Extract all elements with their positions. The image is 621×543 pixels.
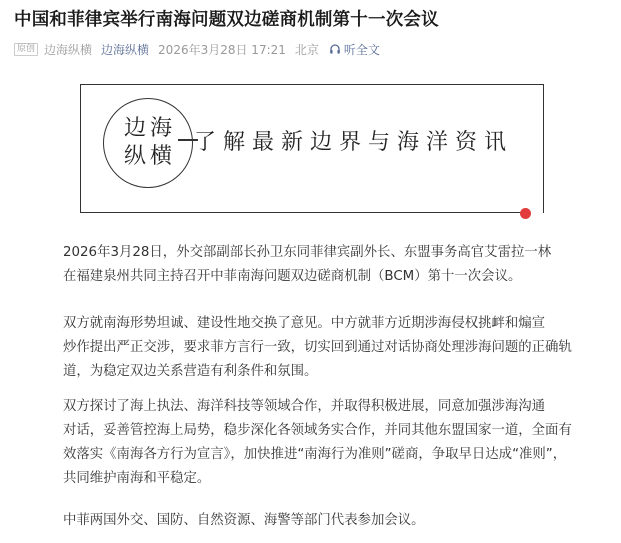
article-meta [14,41,614,57]
paragraph-line: 道，为稳定双边关系营造有利条件和氛围。 [63,364,318,379]
banner-logo-line1: 边海 [123,116,176,141]
banner-logo [103,98,193,188]
original-badge: 原创 [14,43,38,56]
publish-datetime: 2026年3月28日 17:21 [158,42,286,57]
paragraph-line: 共同维护南海和平稳定。 [63,471,211,486]
paragraph-line: 效落实《南海各方行为宣言》，加快推进“南海行为准则”磋商，争取早日达成“准则”， [63,447,567,462]
banner-slogan: 了解最新边界与海洋资讯 [194,130,514,155]
article-paragraph-2 [63,312,597,384]
article-paragraph-4 [63,509,597,533]
article-paragraph-3 [63,395,597,491]
paragraph-line: 中菲两国外交、国防、自然资源、海警等部门代表参加会议。 [63,513,425,528]
headphones-icon [329,43,341,55]
article-paragraph-1 [63,241,597,289]
publish-location: 北京 [294,42,319,57]
paragraph-line: 在福建泉州共同主持召开中菲南海问题双边磋商机制（BCM）第十一次会议。 [63,269,522,284]
banner-logo-line2: 纵横 [123,144,176,169]
article-title: 中国和菲律宾举行南海问题双边磋商机制第十一次会议 [14,10,439,30]
paragraph-line: 双方就南海形势坦诚、建设性地交换了意见。中方就菲方近期涉海侵权挑衅和煽宣 [63,316,546,331]
listen-label: 听全文 [343,42,380,57]
account-link[interactable]: 边海纵横 [101,42,150,57]
banner-red-dot [520,208,531,219]
paragraph-line: 炒作提出严正交涉，要求菲方言行一致，切实回到通过对话协商处理涉海问题的正确轨 [63,340,572,355]
paragraph-line: 2026年3月28日，外交部副部长孙卫东同菲律宾副外长、东盟事务高官艾雷拉一林 [63,245,552,260]
paragraph-line: 对话，妥善管控海上局势，稳步深化各领域务实合作，并同其他东盟国家一道，全面有 [63,423,572,438]
banner-bottom-line [80,212,526,213]
paragraph-line: 双方探讨了海上执法、海洋科技等领域合作，并取得积极进展，同意加强涉海沟通 [63,399,546,414]
author-name: 边海纵横 [44,42,93,57]
banner-image [80,84,544,213]
listen-button[interactable] [329,41,380,58]
